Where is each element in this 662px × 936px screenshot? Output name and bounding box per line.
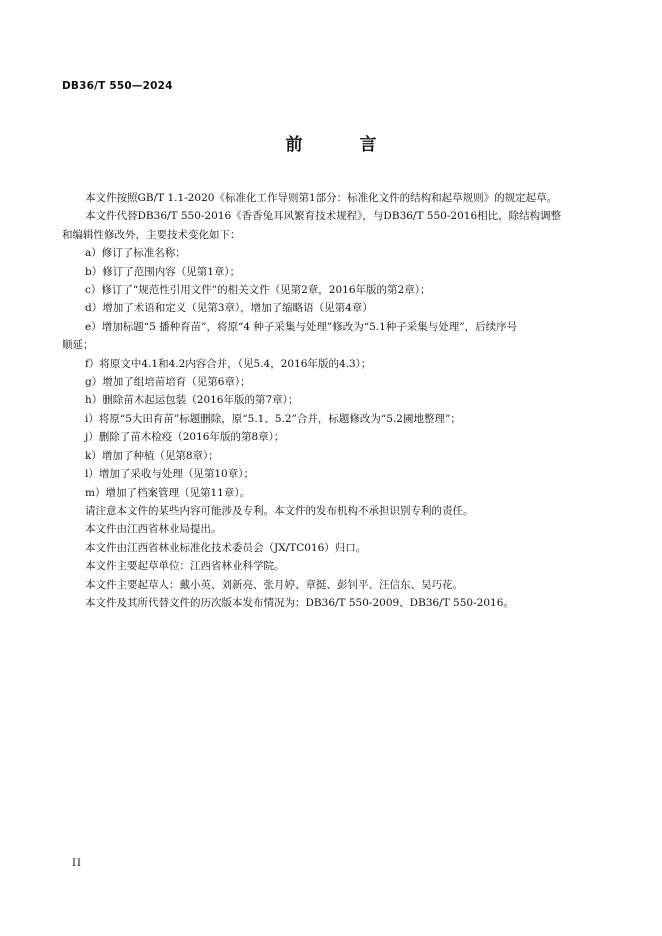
change-item-e-text: e）增加标题“5 播种育苗”，将原“4 种子采集与处理”修改为“5.1种子采集与处理”，后续序号 xyxy=(85,320,518,333)
change-item-k: k）增加了种植（见第8章）； xyxy=(85,449,219,462)
change-item-i: i）将原“5大田育苗”标题删除，原“5.1、5.2”合并，标题修改为“5.2圃地整理”； xyxy=(85,412,461,425)
note-drafting-unit: 本文件主要起草单位：江西省林业科学院。 xyxy=(85,560,285,573)
page-title: 前 言 xyxy=(285,135,397,155)
change-item-h: h）删除苗木起运包装（2016年版的第7章）； xyxy=(85,394,299,407)
note-drafters: 本文件主要起草人：戴小英、刘新亮、张月婷、章挺、彭钊平、汪信东、吴巧花。 xyxy=(85,578,463,591)
change-item-j: j）删除了苗木检疫（2016年版的第8章）； xyxy=(85,431,285,444)
change-item-b: b）修订了范围内容（见第1章）； xyxy=(85,265,241,278)
paragraph-replacement-line2: 和编辑性修改外，主要技术变化如下： xyxy=(62,228,241,241)
change-item-l: l）增加了采收与处理（见第10章）； xyxy=(85,468,254,481)
note-version-history: 本文件及其所代替文件的历次版本发布情况为：DB36/T 550-2009、DB36/T 550-2016。 xyxy=(85,596,514,609)
change-item-c: c）修订了“规范性引用文件”的相关文件（见第2章，2016年版的第2章）； xyxy=(85,284,431,297)
change-item-g: g）增加了组培苗培育（见第6章）； xyxy=(85,376,251,389)
change-item-d: d）增加了术语和定义（见第3章），增加了缩略语（见第4章） xyxy=(85,302,373,315)
note-proposer: 本文件由江西省林业局提出。 xyxy=(85,523,222,536)
page-number: II xyxy=(72,858,82,869)
document-code: DB36/T 550—2024 xyxy=(62,80,173,92)
foreword-body xyxy=(62,189,602,612)
paragraph-drafting-rules: 本文件按照GB/T 1.1-2020《标准化工作导则第1部分：标准化文件的结构和起草规则》的规定起草。 xyxy=(85,192,558,204)
note-committee: 本文件由江西省林业标准化技术委员会（JX/TC016）归口。 xyxy=(85,541,367,554)
note-patent: 请注意本文件的某些内容可能涉及专利。本文件的发布机构不承担识别专利的责任。 xyxy=(85,504,474,517)
paragraph-replacement-line1: 本文件代替DB36/T 550-2016《香香兔耳风繁育技术规程》，与DB36/T 550-2016相比，除结构调整 xyxy=(85,210,562,223)
change-item-a: a）修订了标准名称； xyxy=(85,247,186,260)
change-item-m: m）增加了档案管理（见第11章）。 xyxy=(85,486,251,499)
change-item-f: f）将原文中4.1和4.2内容合并，（见5.4，2016年版的4.3）； xyxy=(85,357,372,370)
change-item-e-continuation: 顺延； xyxy=(62,339,94,352)
change-item-e xyxy=(62,318,602,355)
